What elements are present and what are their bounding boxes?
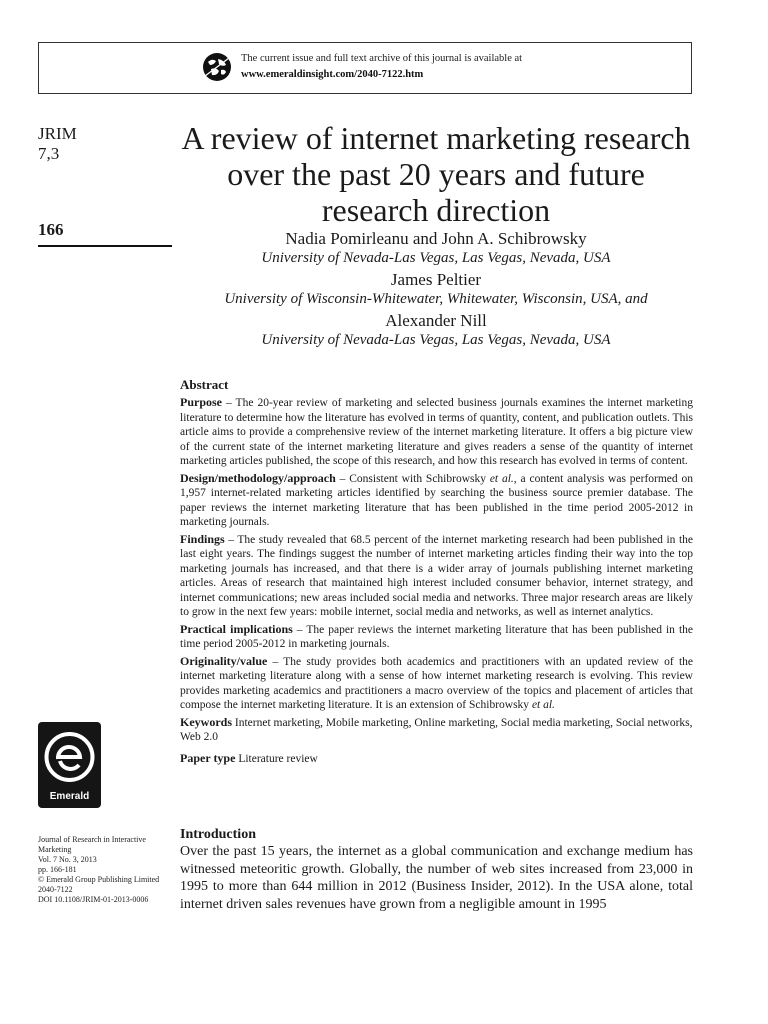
page-number: 166 — [38, 220, 64, 239]
journal-abbr: JRIM — [38, 124, 77, 143]
practical-text: – The paper reviews the internet marketing literature that has been published in the time period 2005-2012 in marketing journals. — [180, 623, 693, 650]
archive-notice-text: The current issue and full text archive of this journal is available at — [241, 53, 523, 64]
meta-line: DOI 10.1108/JRIM-01-2013-0006 — [38, 895, 149, 904]
journal-metadata — [38, 835, 178, 905]
meta-line: 2040-7122 — [38, 885, 73, 894]
paper-type-label: Paper type — [180, 750, 236, 765]
abstract-keywords — [180, 715, 693, 745]
page-number-rule — [38, 245, 172, 247]
abstract-design — [180, 471, 693, 530]
introduction-section — [180, 826, 693, 913]
author-affiliation: University of Nevada-Las Vegas, Las Vegas, Nevada, USA — [261, 332, 611, 348]
archive-url-link[interactable]: www.emeraldinsight.com/2040-7122.htm — [241, 69, 424, 80]
originality-label: Originality/value — [180, 653, 268, 668]
meta-line: Vol. 7 No. 3, 2013 — [38, 855, 97, 864]
design-text-cont: , a content analysis was performed on 1,957 internet-related marketing articles identified by searching the business source premier database. The paper reviews the internet marketing literature that has been published in the time period 2005-2012 in marketing journals. — [180, 472, 694, 528]
author-name: James Peltier — [390, 270, 482, 289]
emerald-logo — [38, 722, 101, 808]
findings-text: – The study revealed that 68.5 percent of the internet marketing research had been published in the last eight years. The findings suggest the number of internet marketing articles finding their way into the top marketing journals has increased, and that there is a wider array of journals publishing internet marketing articles. Areas of research that maintained high interest included consumer behavior, internet strategy, and internet communications; new areas included social media and networks. Three major research areas are likely to grow in the next few years: mobile internet, social media and networks, as well as internet analytics. — [180, 533, 693, 618]
originality-etal: et al. — [531, 699, 555, 711]
keywords-text: Internet marketing, Mobile marketing, Online marketing, Social media marketing, Social networks, Web 2.0 — [180, 716, 693, 743]
findings-label: Findings — [180, 531, 225, 546]
journal-volume: 7,3 — [38, 144, 60, 163]
author-affiliation: University of Wisconsin-Whitewater, Whitewater, Wisconsin, USA, and — [224, 291, 648, 307]
abstract-originality — [180, 654, 693, 713]
meta-line: © Emerald Group Publishing Limited — [38, 875, 160, 884]
archive-notice-box — [38, 42, 692, 94]
abstract-section — [180, 377, 693, 768]
journal-volume-marker — [38, 124, 77, 164]
abstract-practical — [180, 622, 693, 652]
author-name: Nadia Pomirleanu and John A. Schibrowsky — [285, 229, 587, 248]
abstract-paper-type — [180, 751, 693, 767]
abstract-findings — [180, 532, 693, 620]
purpose-text: – The 20-year review of marketing and selected business journals examines the internet marketing literature to determine how the literature has evolved in terms of quantity, content, and publication outlets. This article aims to provide a comprehensive review of the internet marketing literature. It offers a big picture view of the current state of the internet marketing literature and gives readers a sense of the quantity of internet marketing articles published, the scope of this research, and how this research has evolved in terms of content. — [180, 397, 693, 467]
design-etal: et al. — [489, 472, 514, 485]
emerald-e-icon — [38, 726, 101, 796]
meta-line: Marketing — [38, 845, 72, 854]
purpose-label: Purpose — [180, 395, 222, 409]
keywords-label: Keywords — [180, 714, 232, 729]
design-label: Design/methodology/approach — [180, 470, 336, 485]
globe-icon — [202, 52, 232, 82]
originality-text: – The study provides both academics and practitioners with an updated review of the internet marketing literature along with a sense of how internet marketing research is evolving. This review provides marketing academics and practitioners a macro overview of the topics and placement of articles that compose the internet marketing literature. It is an extension of Schibrowsky — [180, 655, 693, 711]
practical-label: Practical implications — [180, 621, 293, 636]
abstract-heading: Abstract — [180, 377, 229, 392]
introduction-text: Over the past 15 years, the internet as a global communication and exchange medium has witnessed meteoritic growth. Globally, the number of web sites increased from 23,000 in 1995 to more than 644 million in 2012 (Business Insider, 2012). In the USA alone, total internet driven sales revenues have grown from a negligible amount in 1995 — [180, 844, 693, 912]
author-block — [180, 229, 692, 352]
author-affiliation: University of Nevada-Las Vegas, Las Vegas, Nevada, USA — [261, 250, 611, 266]
emerald-logo-text: Emerald — [49, 791, 90, 802]
meta-line: Journal of Research in Interactive — [38, 835, 146, 844]
paper-type-text: Literature review — [235, 752, 318, 765]
design-text: – Consistent with Schibrowsky — [335, 472, 490, 485]
meta-line: pp. 166-181 — [38, 865, 77, 874]
abstract-purpose — [180, 395, 693, 469]
article-title: A review of internet marketing research over the past 20 years and future research direction — [181, 120, 691, 228]
author-name: Alexander Nill — [385, 311, 487, 330]
introduction-heading: Introduction — [180, 827, 256, 842]
